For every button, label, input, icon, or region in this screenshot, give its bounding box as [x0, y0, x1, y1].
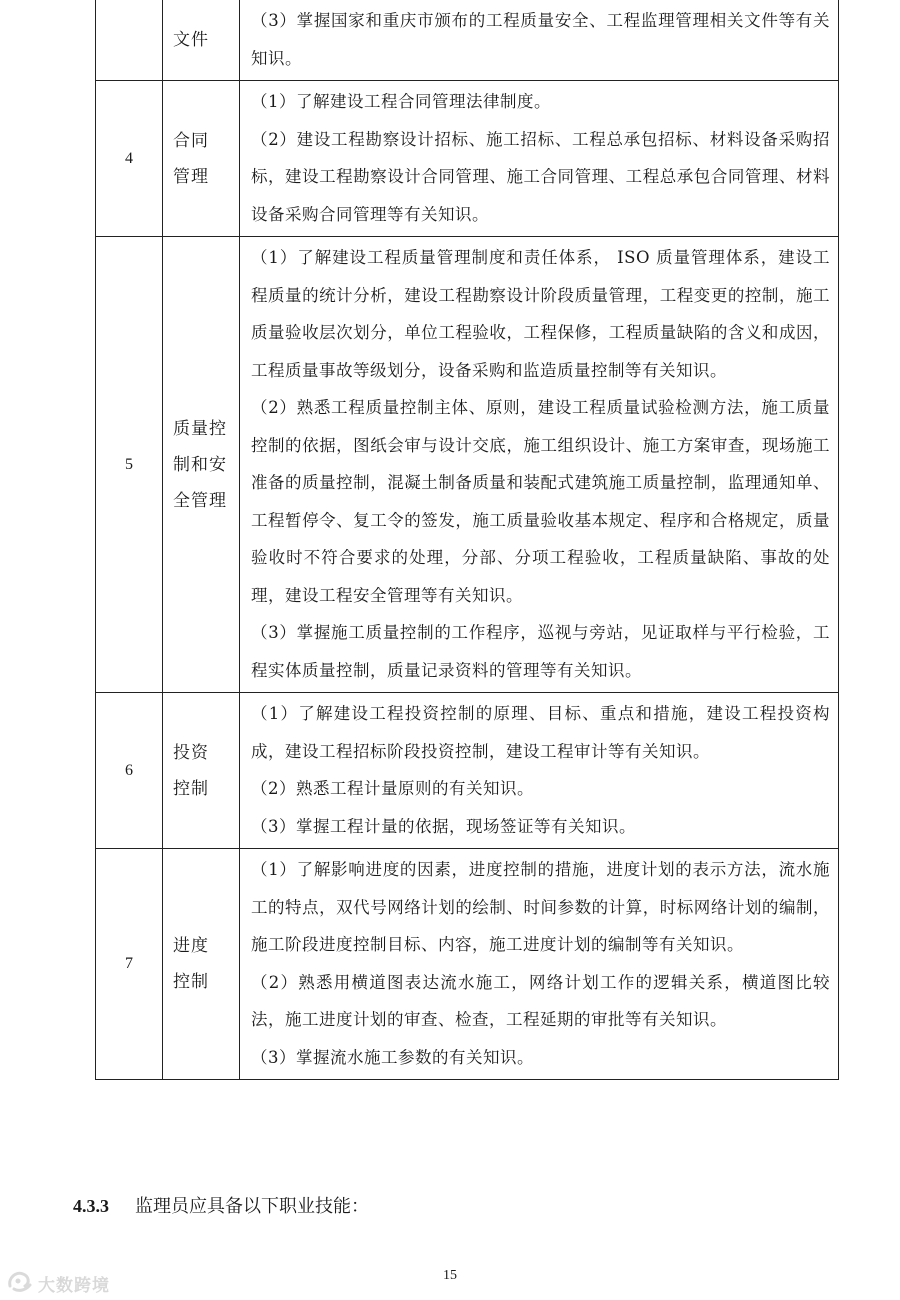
requirement-item: （2）建设工程勘察设计招标、施工招标、工程总承包招标、材料设备采购招标，建设工程勘察设计合同管理、施工合同管理、工程总承包合同管理、材料设备采购合同管理等有关知识。 — [251, 129, 830, 224]
category-label — [163, 928, 239, 1000]
category-line: 控制 — [173, 972, 209, 992]
category-line: 制和安 — [173, 454, 227, 475]
content-cell — [240, 849, 839, 1080]
category-cell — [163, 81, 240, 237]
content-cell — [240, 0, 839, 81]
category-line: 管理 — [173, 166, 209, 187]
category-line: 合同 — [173, 130, 209, 151]
category-label — [163, 22, 239, 58]
row-number-cell: 5 — [96, 237, 163, 693]
row-number-cell: 4 — [96, 81, 163, 237]
category-line: 进度 — [173, 936, 209, 956]
category-line: 文件 — [173, 30, 209, 50]
page-number: 15 — [443, 1268, 457, 1283]
requirement-item: （1）了解建设工程合同管理法律制度。 — [251, 92, 551, 111]
category-label — [163, 735, 239, 807]
row-number-cell: 6 — [96, 693, 163, 849]
content-cell — [240, 237, 839, 693]
knowledge-requirements-table — [95, 0, 839, 1080]
requirement-item: （3）掌握国家和重庆市颁布的工程质量安全、工程监理管理相关文件等有关知识。 — [251, 11, 830, 68]
requirement-item: （2）熟悉用横道图表达流水施工，网络计划工作的逻辑关系，横道图比较法，施工进度计划的审查、检查，工程延期的审批等有关知识。 — [251, 972, 830, 1029]
category-cell — [163, 849, 240, 1080]
requirement-item: （2）熟悉工程计量原则的有关知识。 — [251, 779, 534, 798]
requirement-item: （3）掌握流水施工参数的有关知识。 — [251, 1047, 534, 1067]
row-number-cell — [96, 0, 163, 81]
watermark — [6, 1268, 110, 1298]
requirement-item: （1）了解影响进度的因素，进度控制的措施，进度计划的表示方法，流水施工的特点，双代号网络计划的绘制、时间参数的计算，时标网络计划的编制，施工阶段进度控制目标、内容，施工进度计划的编制等有关知识。 — [251, 860, 830, 954]
table-row — [96, 81, 839, 237]
watermark-logo-icon — [6, 1268, 34, 1298]
table-row — [96, 693, 839, 849]
category-line: 全管理 — [173, 490, 227, 511]
category-label — [163, 411, 239, 519]
category-line: 控制 — [173, 778, 209, 799]
requirement-item: （1）了解建设工程投资控制的原理、目标、重点和措施，建设工程投资构成，建设工程招标阶段投资控制，建设工程审计等有关知识。 — [251, 704, 830, 761]
requirement-item: （3）掌握施工质量控制的工作程序，巡视与旁站，见证取样与平行检验，工程实体质量控制，质量记录资料的管理等有关知识。 — [251, 623, 830, 680]
category-cell — [163, 0, 240, 81]
section-title: 监理员应具备以下职业技能： — [135, 1196, 369, 1217]
requirement-item: （2）熟悉工程质量控制主体、原则，建设工程质量试验检测方法，施工质量控制的依据，图纸会审与设计交底，施工组织设计、施工方案审查，现场施工准备的质量控制，混凝土制备质量和装配式建筑施工质量控制，监理通知单、工程暂停令、复工令的签发，施工质量验收基本规定、程序和合格规定，质量验收时不符合要求的处理，分部、分项工程验收，工程质量缺陷、事故的处理，建设工程安全管理等有关知识。 — [251, 398, 830, 605]
content-cell — [240, 693, 839, 849]
content-cell — [240, 81, 839, 237]
category-label — [163, 123, 239, 195]
requirement-item: （3）掌握工程计量的依据，现场签证等有关知识。 — [251, 816, 636, 836]
table-row — [96, 237, 839, 693]
category-line: 质量控 — [173, 418, 227, 439]
watermark-text: 大数跨境 — [38, 1275, 110, 1296]
row-number-cell: 7 — [96, 849, 163, 1080]
section-heading — [73, 1192, 369, 1221]
category-cell — [163, 693, 240, 849]
table-row — [96, 849, 839, 1080]
category-line: 投资 — [173, 742, 209, 763]
section-number: 4.3.3 — [73, 1196, 109, 1216]
table-row — [96, 0, 839, 81]
requirement-item: （1）了解建设工程质量管理制度和责任体系， ISO 质量管理体系，建设工程质量的统计分析，建设工程勘察设计阶段质量管理，工程变更的控制，施工质量验收层次划分，单位工程验收，工程保修，工程质量缺陷的含义和成因，工程质量事故等级划分，设备采购和监造质量控制等有关知识。 — [251, 248, 830, 380]
category-cell — [163, 237, 240, 693]
